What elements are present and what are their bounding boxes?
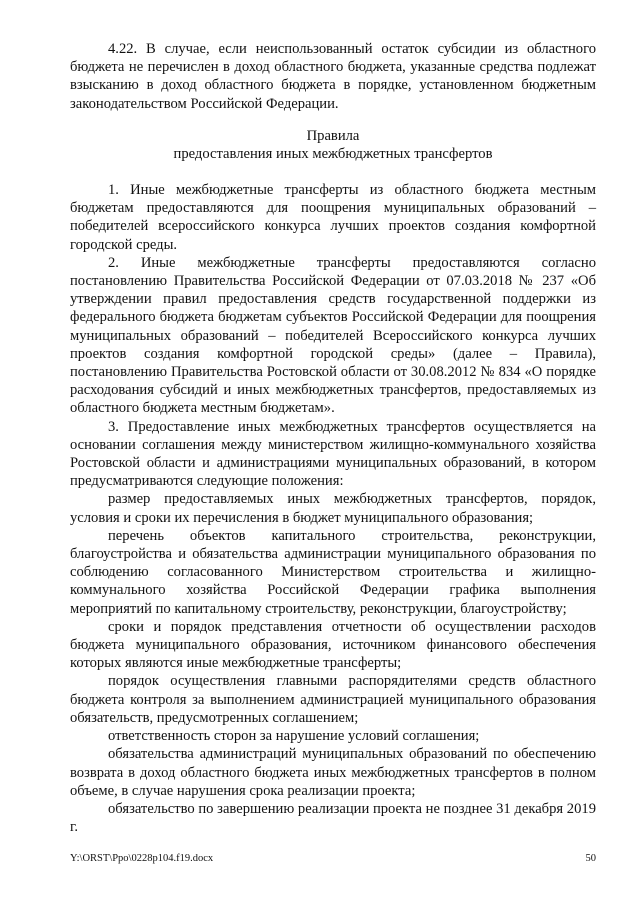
provision-responsibility: ответственность сторон за нарушение условий соглашения; xyxy=(108,728,480,745)
rule-paragraph-1: 1. Иные межбюджетные трансферты из областного бюджета местным бюджетам предоставляются для поощрения муниципальных образований – победителей всероссийского конкурса лучших проектов создания комфортной городской среды. xyxy=(70,182,596,253)
heading-subtitle: предоставления иных межбюджетных трансфертов xyxy=(173,146,493,163)
provision-reporting: сроки и порядок представления отчетности об осуществлении расходов бюджета муниципального образования, источником финансового обеспечения которых являются иные межбюджетные трансферты; xyxy=(70,618,596,672)
footer-file-path: Y:\ORST\Ppo\0228p104.f19.docx xyxy=(70,853,214,864)
provision-transfer-amount: размер предоставляемых иных межбюджетных трансфертов, порядок, условия и сроки их перечисления в бюджет муниципального образования; xyxy=(70,491,596,526)
rule-paragraph-2: 2. Иные межбюджетные трансферты предоставляются согласно постановлению Правительства Российской Федерации от 07.03.2018 № 237 «Об утверждении правил предоставления средств государственной поддержки из федерального бюджета бюджетам субъектов Российской Федерации для поощрения муниципальных образований – победителей Всероссийского конкурса лучших проектов создания комфортной городской среды» (далее – Правила), постановлению Правительства Ростовской области от 30.08.2012 № 834 «О порядке расходования субсидий и иных межбюджетных трансфертов, предоставляемых из областного бюджета местным бюджетам». xyxy=(70,254,596,417)
provision-control: порядок осуществления главными распорядителями средств областного бюджета контроля за выполнением администрацией муниципального образования обязательств, предусмотренных соглашением; xyxy=(70,673,596,726)
provision-completion: обязательство по завершению реализации проекта не позднее 31 декабря 2019 г. xyxy=(70,800,596,836)
provision-refund: обязательства администраций муниципальных образований по обеспечению возврата в доход областного бюджета иных межбюджетных трансфертов в полном объеме, в случае нарушения срока реализации проекта; xyxy=(70,746,596,799)
rules-heading xyxy=(70,127,596,163)
rules-body xyxy=(70,181,596,836)
rule-paragraph-3: 3. Предоставление иных межбюджетных трансфертов осуществляется на основании соглашения между министерством жилищно-коммунального хозяйства Ростовской области и администрациями муниципальных образований, в котором предусматриваются следующие положения: xyxy=(70,418,596,490)
provision-objects-list: перечень объектов капитального строительства, реконструкции, благоустройства и обязательства администрации муниципального образования по соблюдению согласованного Министерством строительства и жилищно-коммунального хозяйства Российской Федерации графика выполнения мероприятий по капитальному строительству, реконструкции, благоустройству; xyxy=(70,527,596,617)
heading-title: Правила xyxy=(306,128,360,144)
paragraph-4-22: 4.22. В случае, если неиспользованный остаток субсидии из областного бюджета не перечислен в доход областного бюджета, указанные средства подлежат взысканию в доход областного бюджета в порядке, установленном бюджетным законодательством Российской Федерации. xyxy=(70,41,596,112)
footer-page-number: 50 xyxy=(585,853,596,864)
section-4-22 xyxy=(70,40,596,113)
